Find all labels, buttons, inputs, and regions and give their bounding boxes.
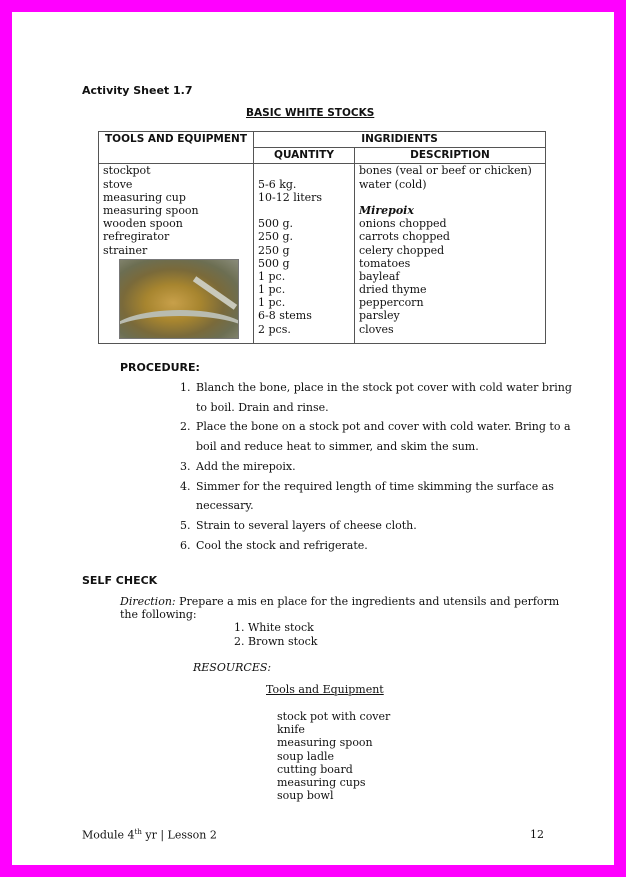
ingredients-header: INGRIDIENTS: [254, 132, 546, 148]
procedure-step: 4. Simmer for the required length of time skimming the surface as necessary.: [194, 477, 574, 516]
description-item: water (cold): [359, 177, 427, 191]
quantity-item: 5-6 kg.: [258, 177, 297, 191]
quantity-item: 250 g: [258, 243, 290, 257]
tools-list-item: cutting board: [277, 762, 353, 776]
quantity-item: 250 g.: [258, 230, 294, 244]
tool-item: measuring cup: [103, 190, 186, 204]
description-item: carrots chopped: [359, 230, 450, 244]
page-number: 12: [530, 828, 544, 841]
description-header: DESCRIPTION: [355, 148, 546, 164]
quantity-item: 6-8 stems: [258, 309, 312, 323]
description-item: bones (veal or beef or chicken): [359, 164, 532, 178]
footer-module-suffix: yr | Lesson 2: [141, 828, 217, 842]
direction-body: Prepare a mis en place for the ingredients and utensils and perform the following:: [120, 595, 560, 621]
tool-item: stove: [103, 177, 133, 191]
tools-cell: [99, 164, 254, 343]
quantity-item: 10-12 liters: [258, 190, 323, 204]
document-page: [12, 12, 614, 865]
tools-header: TOOLS AND EQUIPMENT: [99, 132, 254, 164]
direction-text: [120, 595, 560, 621]
stocks-table: [98, 131, 546, 344]
quantity-item: 500 g.: [258, 217, 294, 231]
tool-item: refregirator: [103, 230, 170, 244]
tool-item: stockpot: [103, 164, 151, 178]
tools-list: [277, 710, 390, 802]
description-cell: [355, 164, 546, 343]
resources-label: RESOURCES:: [193, 661, 272, 674]
quantity-item: 2 pcs.: [258, 322, 291, 336]
page-title: BASIC WHITE STOCKS: [246, 107, 375, 119]
description-item: dried thyme: [359, 283, 427, 297]
tools-list-item: stock pot with cover: [277, 710, 391, 723]
tools-list-item: measuring cups: [277, 776, 366, 790]
tools-list-item: soup ladle: [277, 749, 335, 763]
quantity-item: [258, 204, 350, 217]
procedure-step: 5. Strain to several layers of cheese cloth.: [194, 516, 574, 536]
procedure-step: 6. Cool the stock and refrigerate.: [194, 536, 574, 556]
procedure-step: 2. Place the bone on a stock pot and cover with cold water. Bring to a boil and reduce heat to simmer, and skim the sum.: [194, 417, 574, 456]
tool-item: wooden spoon: [103, 217, 183, 231]
procedure-step: 1. Blanch the bone, place in the stock pot cover with cold water bring to boil. Drain and rinse.: [194, 378, 574, 417]
procedure-step: 3. Add the mirepoix.: [194, 457, 574, 477]
quantity-item: [258, 164, 350, 177]
description-item: cloves: [359, 322, 394, 336]
quantity-item: 500 g: [258, 256, 290, 270]
description-item: celery chopped: [359, 243, 445, 257]
footer-module-sup: th: [134, 828, 142, 836]
direction-label: Direction:: [120, 595, 176, 608]
description-item: [359, 191, 541, 204]
quantity-header: QUANTITY: [254, 148, 355, 164]
footer-module-prefix: Module 4: [82, 828, 135, 842]
description-item: peppercorn: [359, 296, 424, 310]
tool-item: strainer: [103, 243, 148, 257]
quantity-cell: [254, 164, 355, 343]
self-check-heading: SELF CHECK: [82, 574, 158, 587]
pot-rim: [119, 310, 239, 339]
procedure-list: [174, 378, 574, 555]
self-check-list: [230, 621, 317, 648]
mirepoix-subheading: Mirepoix: [359, 203, 414, 217]
activity-label: Activity Sheet 1.7: [82, 84, 193, 97]
tools-list-item: knife: [277, 723, 305, 737]
self-check-item: 2. Brown stock: [248, 635, 317, 649]
quantity-item: 1 pc.: [258, 296, 286, 310]
quantity-item: 1 pc.: [258, 283, 286, 297]
tools-equipment-heading: Tools and Equipment: [266, 683, 384, 696]
procedure-heading: PROCEDURE:: [120, 361, 200, 374]
quantity-item: 1 pc.: [258, 269, 286, 283]
description-item: bayleaf: [359, 269, 400, 283]
spoon-handle: [193, 276, 237, 310]
tools-list-item: soup bowl: [277, 789, 334, 803]
tools-list-item: measuring spoon: [277, 736, 373, 750]
description-item: parsley: [359, 309, 400, 323]
description-item: onions chopped: [359, 217, 447, 231]
tool-item: measuring spoon: [103, 203, 199, 217]
description-item: tomatoes: [359, 256, 411, 270]
stock-pot-photo: [119, 259, 239, 339]
footer-module: [82, 828, 217, 842]
self-check-item: 1. White stock: [248, 621, 317, 635]
